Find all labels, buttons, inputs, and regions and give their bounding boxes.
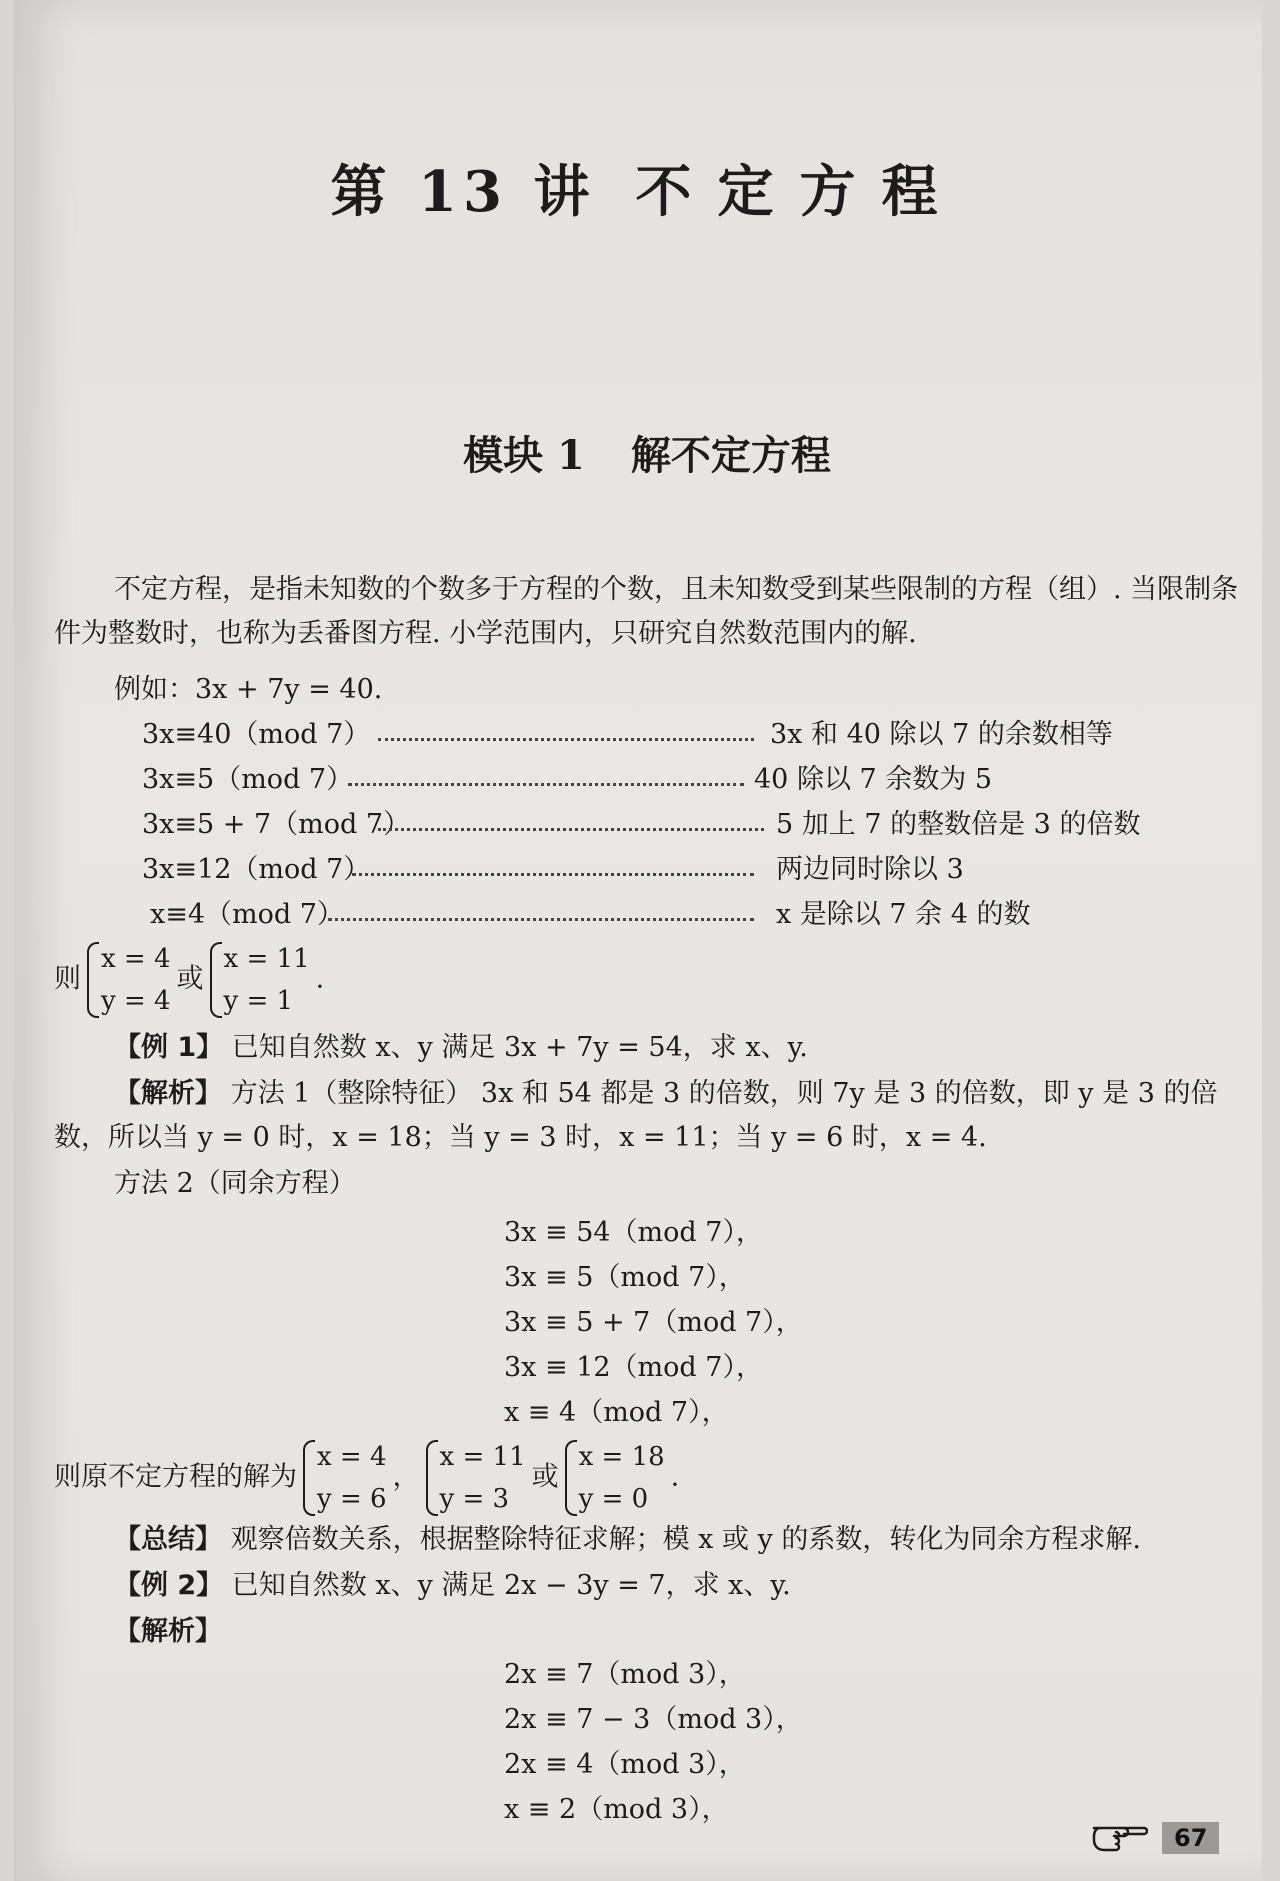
- step-row: [142, 802, 1182, 846]
- leader-dots: [328, 918, 754, 921]
- equation-line: 2x ≡ 7 − 3（mod 3），: [504, 1704, 803, 1735]
- pointing-hand-icon: [1092, 1818, 1148, 1852]
- step-congruence: 3x≡5 + 7（mod 7）: [142, 809, 411, 840]
- example-1: [114, 1026, 808, 1070]
- intro-paragraph: 不定方程，是指未知数的个数多于方程的个数，且未知数受到某些限制的方程（组）. 当限制条件为整数时，也称为丢番图方程. 小学范围内，只研究自然数范围内的解.: [54, 574, 1239, 649]
- step-congruence: 3x≡12（mod 7）: [142, 854, 371, 885]
- summary: [114, 1518, 1141, 1562]
- system-line: x = 4: [317, 1442, 387, 1472]
- step-congruence: 3x≡40（mod 7）: [142, 719, 371, 750]
- step-congruence: 3x≡5（mod 7）: [142, 764, 354, 795]
- method-1-text: 方法 1（整除特征） 3x 和 54 都是 3 的倍数，则 7y 是 3 的倍数，即 y 是 3 的倍数，所以当 y = 0 时，x = 18；当 y = 3 时，x = 11；当 y = 6 时，x = 4.: [54, 1078, 1218, 1153]
- equation-line: 3x ≡ 5（mod 7），: [504, 1262, 746, 1293]
- page-number: 67: [1162, 1822, 1219, 1854]
- equation-system: [565, 1436, 665, 1520]
- system-line: x = 4: [101, 944, 171, 974]
- step-note: 两边同时除以 3: [776, 854, 964, 885]
- comma: ，: [392, 1461, 420, 1493]
- step-row: [142, 757, 1182, 801]
- equation-line: 2x ≡ 4（mod 3），: [504, 1749, 746, 1780]
- or-word: 或: [176, 963, 204, 995]
- equation-system: [210, 938, 310, 1022]
- summary-tag: 【总结】: [114, 1524, 222, 1555]
- method-2-label: 方法 2（同余方程）: [114, 1168, 356, 1199]
- step-note: 5 加上 7 的整数倍是 3 的倍数: [776, 809, 1141, 840]
- solution-prefix: 则: [54, 963, 81, 995]
- leader-dots: [348, 783, 744, 786]
- equation-system: [87, 938, 171, 1022]
- intro-solution: [54, 938, 324, 1022]
- equation-system: [303, 1436, 387, 1520]
- system-line: x = 11: [439, 1442, 526, 1472]
- equation-line: 3x ≡ 12（mod 7），: [504, 1352, 763, 1383]
- analysis-tag: 【解析】: [114, 1616, 222, 1647]
- step-note: x 是除以 7 余 4 的数: [776, 899, 1031, 930]
- example-tag: 【例 1】: [114, 1032, 224, 1063]
- equation-system: [426, 1436, 526, 1520]
- system-line: y = 0: [578, 1484, 649, 1514]
- lecture-number: 第 13 讲: [330, 159, 596, 225]
- leader-dots: [378, 828, 764, 831]
- system-line: x = 18: [578, 1442, 665, 1472]
- intro-example: 例如：3x + 7y = 40.: [114, 674, 383, 705]
- equation-line: 3x ≡ 54（mod 7），: [504, 1217, 763, 1248]
- example-2-analysis-tag: [114, 1610, 222, 1654]
- example-2: [114, 1564, 791, 1608]
- solution-prefix: 则原不定方程的解为: [54, 1461, 297, 1493]
- system-line: y = 1: [223, 986, 294, 1016]
- example-tag: 【例 2】: [114, 1570, 224, 1601]
- example-text: 已知自然数 x、y 满足 3x + 7y = 54，求 x、y.: [231, 1032, 808, 1063]
- system-line: y = 4: [101, 986, 171, 1016]
- step-row: [142, 712, 1182, 756]
- analysis-tag: 【解析】: [114, 1078, 222, 1109]
- step-note: 40 除以 7 余数为 5: [754, 764, 993, 795]
- equation-line: x ≡ 2（mod 3），: [504, 1794, 729, 1825]
- example-text: 已知自然数 x、y 满足 2x − 3y = 7，求 x、y.: [231, 1570, 791, 1601]
- step-row: [142, 847, 1182, 891]
- system-line: y = 6: [317, 1484, 387, 1514]
- summary-text: 观察倍数关系，根据整除特征求解；模 x 或 y 的系数，转化为同余方程求解.: [230, 1524, 1141, 1555]
- period: .: [315, 963, 325, 995]
- period: .: [670, 1461, 680, 1493]
- example-1-analysis: [54, 1072, 1254, 1160]
- module-number: 模块 1: [463, 432, 585, 479]
- leader-dots: [352, 873, 754, 876]
- lecture-title: [42, 148, 1252, 228]
- equation-line: 3x ≡ 5 + 7（mod 7），: [504, 1307, 803, 1338]
- leader-dots: [378, 738, 754, 741]
- system-line: y = 3: [439, 1484, 510, 1514]
- book-page: [14, 0, 1262, 1881]
- module-title: [42, 424, 1252, 481]
- equation-line: x ≡ 4（mod 7），: [504, 1397, 729, 1428]
- module-name: 解不定方程: [630, 432, 831, 479]
- system-line: x = 11: [223, 944, 310, 974]
- step-note: 3x 和 40 除以 7 的余数相等: [770, 719, 1113, 750]
- lecture-name: 不定方程: [635, 159, 964, 225]
- example-1-solution: [54, 1436, 679, 1520]
- step-row: [142, 892, 1182, 936]
- equation-line: 2x ≡ 7（mod 3），: [504, 1659, 746, 1690]
- step-congruence: x≡4（mod 7）: [150, 899, 344, 930]
- or-word: 或: [531, 1461, 559, 1493]
